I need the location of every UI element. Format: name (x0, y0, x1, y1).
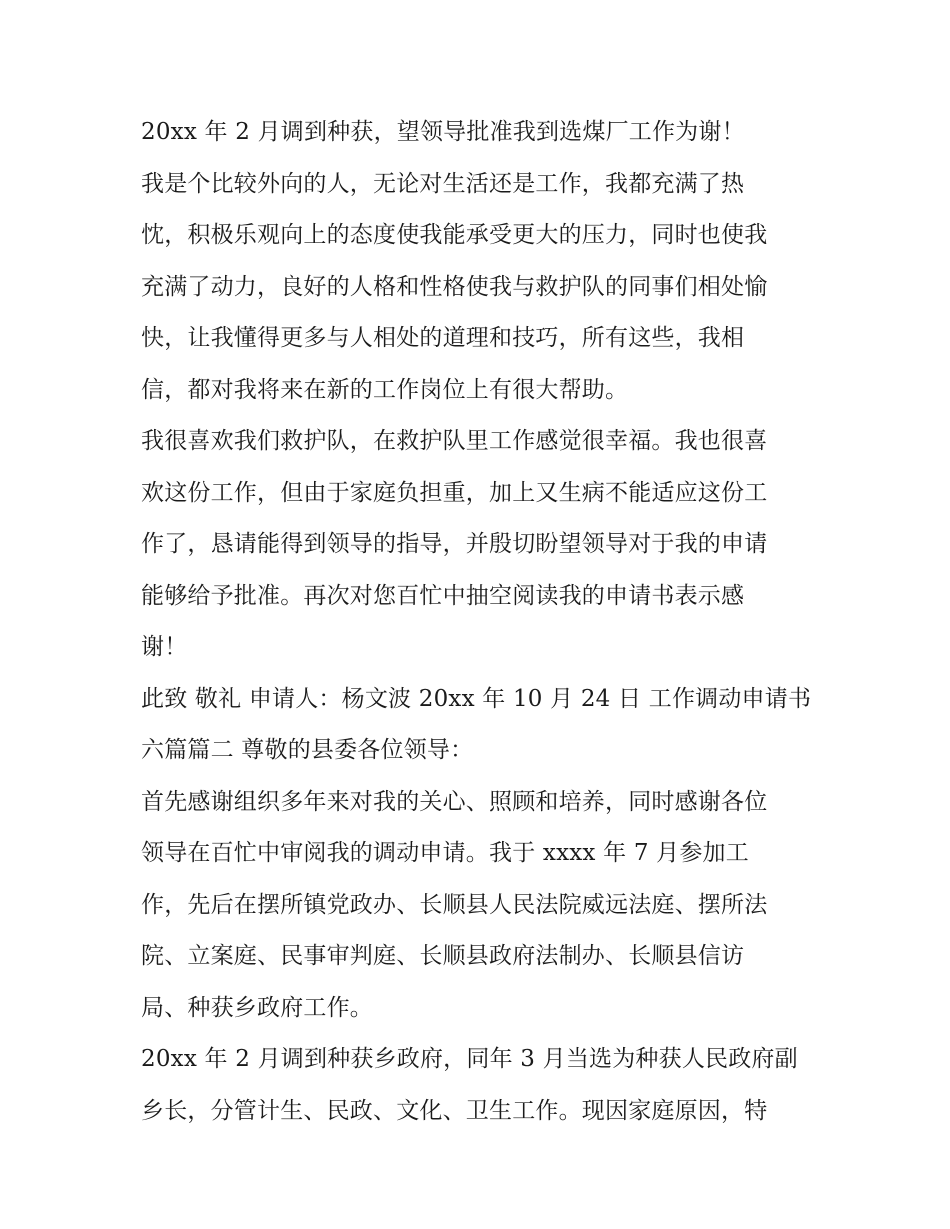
text-line: 快，让我懂得更多与人相处的道理和技巧，所有这些，我相 (141, 325, 745, 351)
text-line: 领导在百忙中审阅我的调动申请。我于 xxxx 年 7 月参加工 (141, 840, 749, 866)
text-line: 忱，积极乐观向上的态度使我能承受更大的压力，同时也使我 (141, 222, 768, 248)
text-line: 能够给予批准。再次对您百忙中抽空阅读我的申请书表示感 (141, 582, 745, 609)
text-line: 充满了动力，良好的人格和性格使我与救护队的同事们相处愉 (141, 273, 768, 300)
text-line: 乡长，分管计生、民政、文化、卫生工作。现因家庭原因，特 (141, 1097, 768, 1124)
text-line: 院、立案庭、民事审判庭、长顺县政府法制办、长顺县信访 (141, 943, 745, 969)
text-line: 20xx 年 2 月调到种获，望领导批准我到选煤厂工作为谢！ (141, 119, 745, 145)
text-line: 此致 敬礼 申请人：杨文波 20xx 年 10 月 24 日 工作调动申请书 (141, 685, 812, 712)
text-line: 我很喜欢我们救护队，在救护队里工作感觉很幸福。我也很喜 (141, 428, 768, 454)
text-line: 首先感谢组织多年来对我的关心、照顾和培养，同时感谢各位 (141, 788, 768, 815)
text-line: 六篇篇二 尊敬的县委各位领导： (141, 737, 474, 763)
text-line: 局、种获乡政府工作。 (141, 994, 373, 1021)
text-line: 作了，恳请能得到领导的指导，并殷切盼望领导对于我的申请 (141, 531, 768, 557)
text-line: 我是个比较外向的人，无论对生活还是工作，我都充满了热 (141, 170, 745, 197)
text-line: 欢这份工作，但由于家庭负担重，加上又生病不能适应这份工 (141, 479, 768, 506)
document-page (141, 107, 813, 1137)
text-line: 20xx 年 2 月调到种获乡政府，同年 3 月当选为种获人民政府副 (141, 1046, 798, 1072)
text-line: 作，先后在摆所镇党政办、长顺县人民法院威远法庭、摆所法 (141, 891, 768, 918)
text-line: 谢！ (141, 634, 188, 660)
text-line: 信，都对我将来在新的工作岗位上有很大帮助。 (141, 376, 629, 403)
